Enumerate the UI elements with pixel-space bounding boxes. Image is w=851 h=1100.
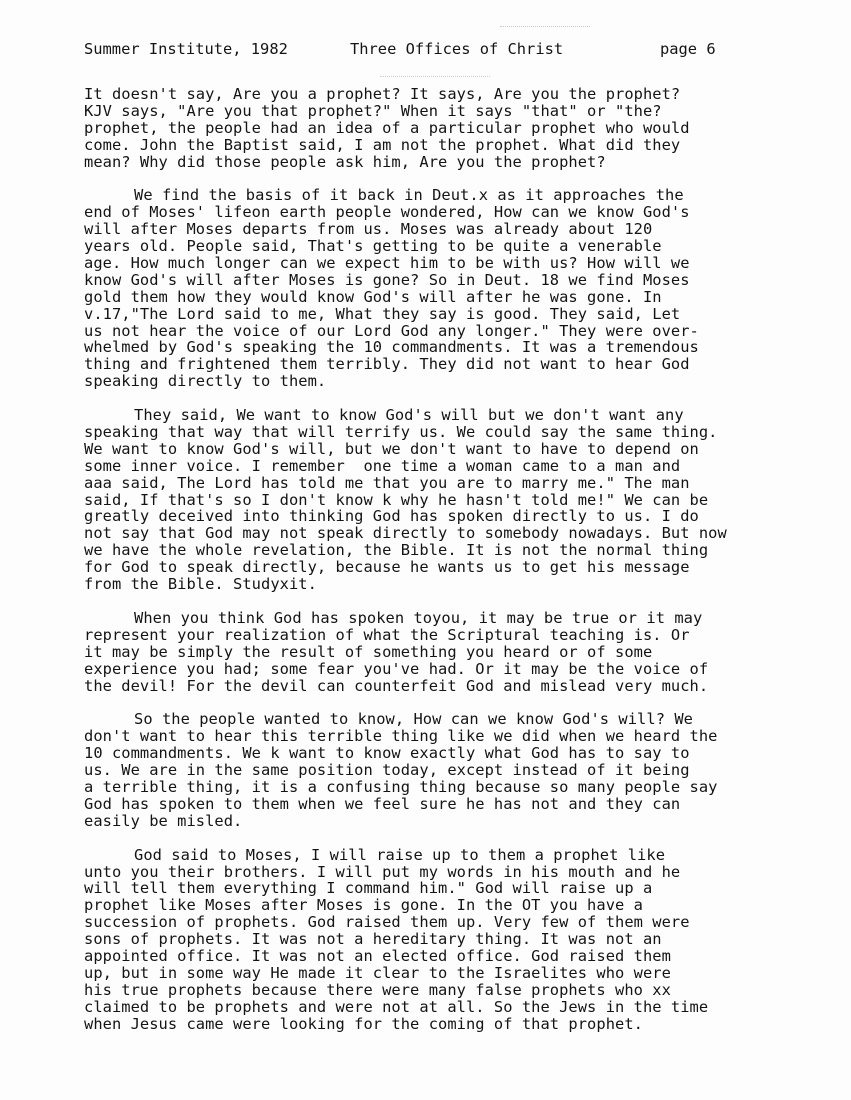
page-header [84, 40, 784, 62]
text-line: us. We are in the same position today, except instead of it being [84, 761, 690, 780]
text-line: know God's will after Moses is gone? So in Deut. 18 we find Moses [84, 270, 690, 289]
text-line: come. John the Baptist said, I am not the prophet. What did they [84, 135, 681, 154]
text-line: will tell them everything I command him." God will raise up a [84, 879, 653, 898]
text-line: speaking directly to them. [84, 372, 327, 391]
text-line: God said to Moses, I will raise up to them a prophet like [134, 845, 666, 864]
text-line: not say that God may not speak directly to somebody nowadays. But now [84, 524, 727, 543]
text-line: represent your realization of what the Scriptural teaching is. Or [84, 625, 690, 644]
text-line: When you think God has spoken toyou, it may be true or it may [134, 608, 703, 627]
text-line: we have the whole revelation, the Bible. It is not the normal thing [84, 541, 709, 560]
text-line: his true prophets because there were many false prophets who xx [84, 980, 671, 999]
text-line: We want to know God's will, but we don't want to have to depend on [84, 439, 699, 458]
text-line: gold them how they would know God's will after he was gone. In [84, 287, 662, 306]
paragraph [84, 847, 794, 1033]
bleed-through-mark [380, 76, 490, 83]
text-line: KJV says, "Are you that prophet?" When it says "that" or "the? [84, 101, 662, 120]
paragraph [84, 610, 794, 694]
text-line: said, If that's so I don't know k why he hasn't told me!" We can be [84, 490, 709, 509]
text-line: up, but in some way He made it clear to the Israelites who were [84, 963, 671, 982]
text-line: So the people wanted to know, How can we know God's will? We [134, 710, 693, 729]
text-line: mean? Why did those people ask him, Are you the prophet? [84, 152, 606, 171]
text-line: appointed office. It was not an elected office. God raised them [84, 946, 671, 965]
paragraph [84, 711, 794, 829]
text-line: prophet like Moses after Moses is gone. In the OT you have a [84, 896, 643, 915]
text-line: don't want to hear this terrible thing like we did when we heard the [84, 727, 718, 746]
paragraph [84, 187, 794, 390]
header-title: Three Offices of Christ [350, 40, 564, 58]
text-line: God has spoken to them when we feel sure he has not and they can [84, 794, 681, 813]
text-line: sons of prophets. It was not a hereditary thing. It was not an [84, 930, 662, 949]
text-line: experience you had; some fear you've had. Or it may be the voice of [84, 659, 709, 678]
text-line: easily be misled. [84, 811, 243, 830]
text-line: age. How much longer can we expect him to be with us? How will we [84, 254, 690, 273]
text-line: unto you their brothers. I will put my words in his mouth and he [84, 862, 681, 881]
text-line: for God to speak directly, because he wants us to get his message [84, 558, 690, 577]
text-line: prophet, the people had an idea of a particular prophet who would [84, 118, 690, 137]
text-line: thing and frightened them terribly. They did not want to hear God [84, 355, 690, 374]
text-line: the devil! For the devil can counterfeit God and mislead very much. [84, 676, 709, 695]
text-line: aaa said, The Lord has told me that you are to marry me." The man [84, 473, 690, 492]
text-line: They said, We want to know God's will but we don't want any [134, 406, 684, 425]
text-line: It doesn't say, Are you a prophet? It says, Are you the prophet? [84, 85, 681, 103]
text-line: succession of prophets. God raised them up. Very few of them were [84, 913, 690, 932]
paragraph [84, 86, 794, 170]
text-line: greatly deceived into thinking God has spoken directly to us. I do [84, 507, 699, 526]
text-line: some inner voice. I remember one time a woman came to a man and [84, 456, 681, 475]
text-line: us not hear the voice of our Lord God any longer." They were over- [84, 321, 699, 340]
bleed-through-mark [500, 26, 590, 35]
text-line: We find the basis of it back in Deut.x as it approaches the [134, 186, 684, 205]
text-line: when Jesus came were looking for the coming of that prophet. [84, 1014, 643, 1033]
text-line: v.17,"The Lord said to me, What they say is good. They said, Let [84, 304, 681, 323]
header-page-number: page 6 [660, 40, 716, 58]
text-line: will after Moses departs from us. Moses was already about 120 [84, 220, 653, 239]
text-line: from the Bible. Studyxit. [84, 575, 317, 594]
text-line: speaking that way that will terrify us. We could say the same thing. [84, 423, 718, 442]
text-line: whelmed by God's speaking the 10 commandments. It was a tremendous [84, 338, 699, 357]
text-line: a terrible thing, it is a confusing thing because so many people say [84, 777, 718, 796]
text-line: 10 commandments. We k want to know exactly what God has to say to [84, 744, 690, 763]
text-line: claimed to be prophets and were not at all. So the Jews in the time [84, 997, 709, 1016]
text-line: end of Moses' lifeon earth people wondered, How can we know God's [84, 203, 690, 222]
text-line: it may be simply the result of something you heard or of some [84, 642, 653, 661]
paragraph [84, 407, 794, 593]
header-institute: Summer Institute, 1982 [84, 40, 288, 58]
text-line: years old. People said, That's getting to be quite a venerable [84, 237, 662, 256]
document-body [84, 86, 794, 1049]
